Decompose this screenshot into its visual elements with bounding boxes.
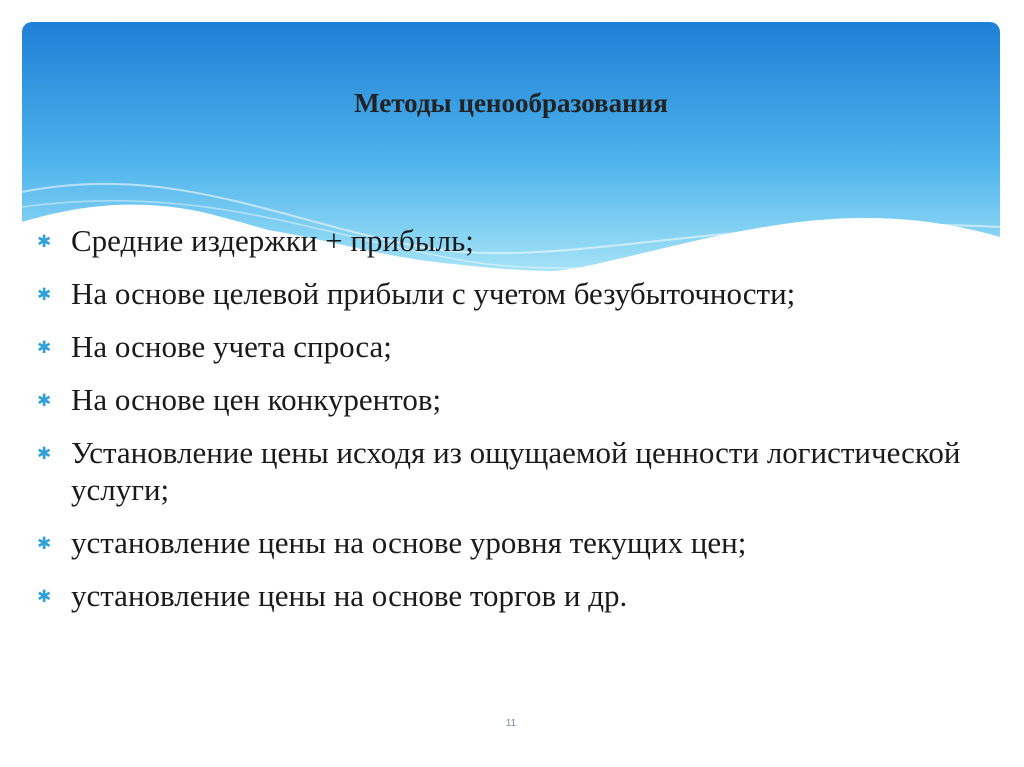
asterisk-bullet-icon: ✱ bbox=[37, 534, 52, 554]
list-item-text: установление цены на основе уровня текущих цен; bbox=[71, 525, 747, 560]
list-item bbox=[37, 275, 987, 312]
list-item-text: На основе цен конкурентов; bbox=[71, 382, 442, 417]
list-item bbox=[37, 524, 987, 561]
list-item bbox=[37, 434, 987, 508]
list-item-text: Установление цены исходя из ощущаемой ценности логистической услуги; bbox=[71, 435, 961, 507]
list-item-text: установление цены на основе торгов и др. bbox=[71, 578, 628, 613]
list-item bbox=[37, 328, 987, 365]
page-number: 11 bbox=[505, 718, 517, 729]
asterisk-bullet-icon: ✱ bbox=[37, 232, 52, 252]
slide-title: Методы ценообразования bbox=[354, 88, 668, 118]
list-item bbox=[37, 381, 987, 418]
asterisk-bullet-icon: ✱ bbox=[37, 285, 52, 305]
list-item-text: На основе учета спроса; bbox=[71, 329, 392, 364]
list-item bbox=[37, 577, 987, 614]
asterisk-bullet-icon: ✱ bbox=[37, 444, 52, 464]
asterisk-bullet-icon: ✱ bbox=[37, 587, 52, 607]
asterisk-bullet-icon: ✱ bbox=[37, 338, 52, 358]
slide bbox=[22, 22, 1000, 737]
list-item bbox=[37, 222, 987, 259]
bullet-list bbox=[37, 222, 987, 630]
list-item-text: Средние издержки + прибыль; bbox=[71, 223, 474, 258]
asterisk-bullet-icon: ✱ bbox=[37, 391, 52, 411]
list-item-text: На основе целевой прибыли с учетом безубыточности; bbox=[71, 276, 796, 311]
